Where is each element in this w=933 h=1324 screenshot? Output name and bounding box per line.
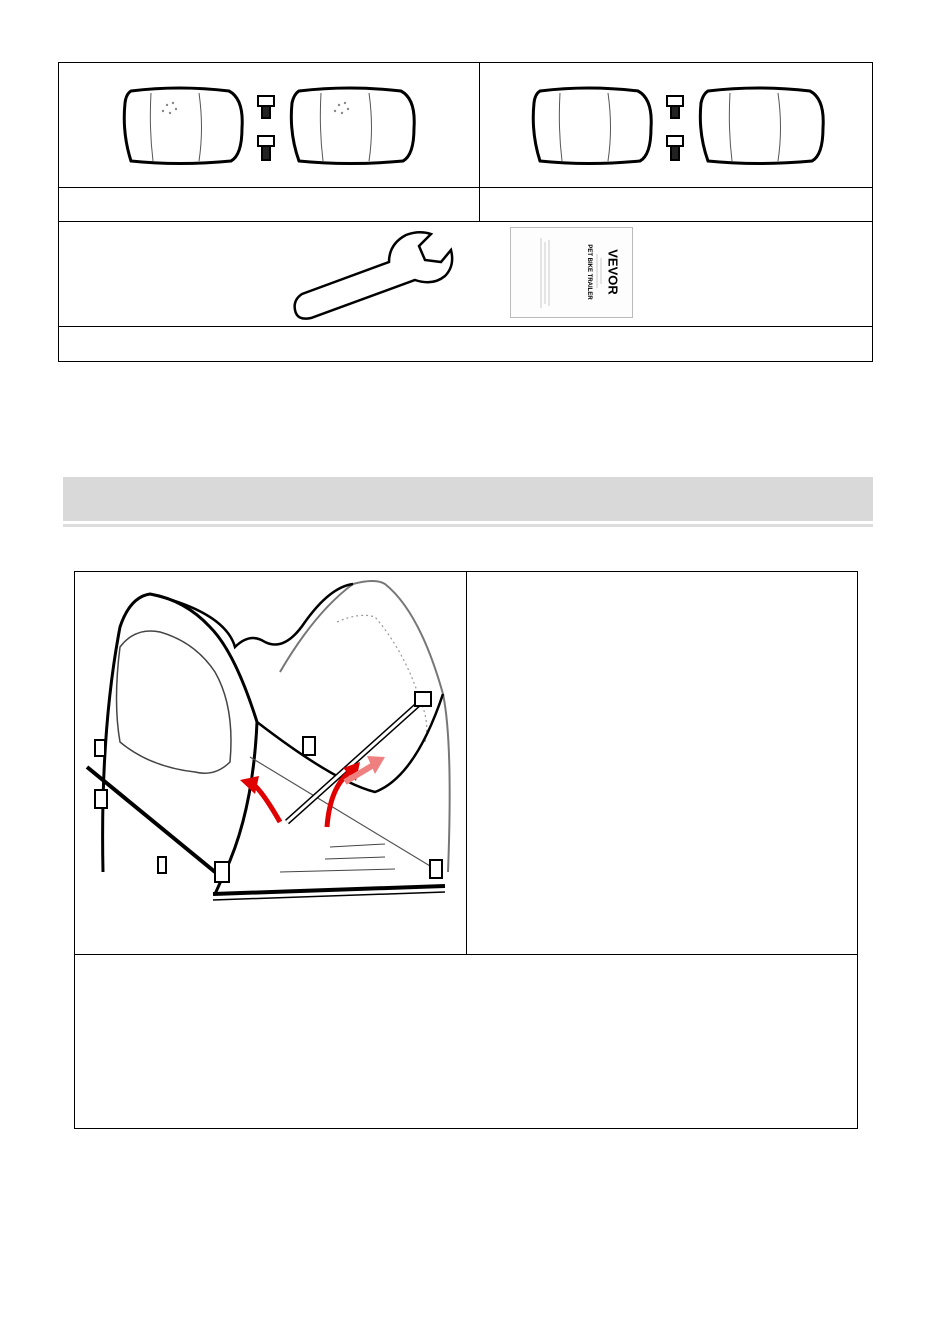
- part-caption-bottom: [59, 327, 874, 361]
- section-rule: [63, 524, 873, 527]
- manual-title: PET BIKE TRAILER: [586, 244, 592, 300]
- manual-image: [510, 227, 633, 318]
- step-side-text: [475, 582, 850, 942]
- wrench-icon: [59, 222, 874, 326]
- trailer-illustration: [75, 572, 466, 954]
- step-bottom-text: [85, 964, 845, 1119]
- part-caption-right: [480, 188, 874, 221]
- parts-table: [58, 62, 873, 362]
- part-image-pads-left: [59, 63, 479, 187]
- manual-brand: VEVOR: [605, 249, 621, 295]
- part-image-pads-right: [480, 63, 874, 187]
- step-divider: [466, 572, 467, 954]
- step-divider: [75, 954, 857, 955]
- section-banner: [63, 477, 873, 521]
- part-caption-left: [59, 188, 479, 221]
- part-image-tools: [59, 222, 874, 326]
- step-box: [74, 571, 858, 1129]
